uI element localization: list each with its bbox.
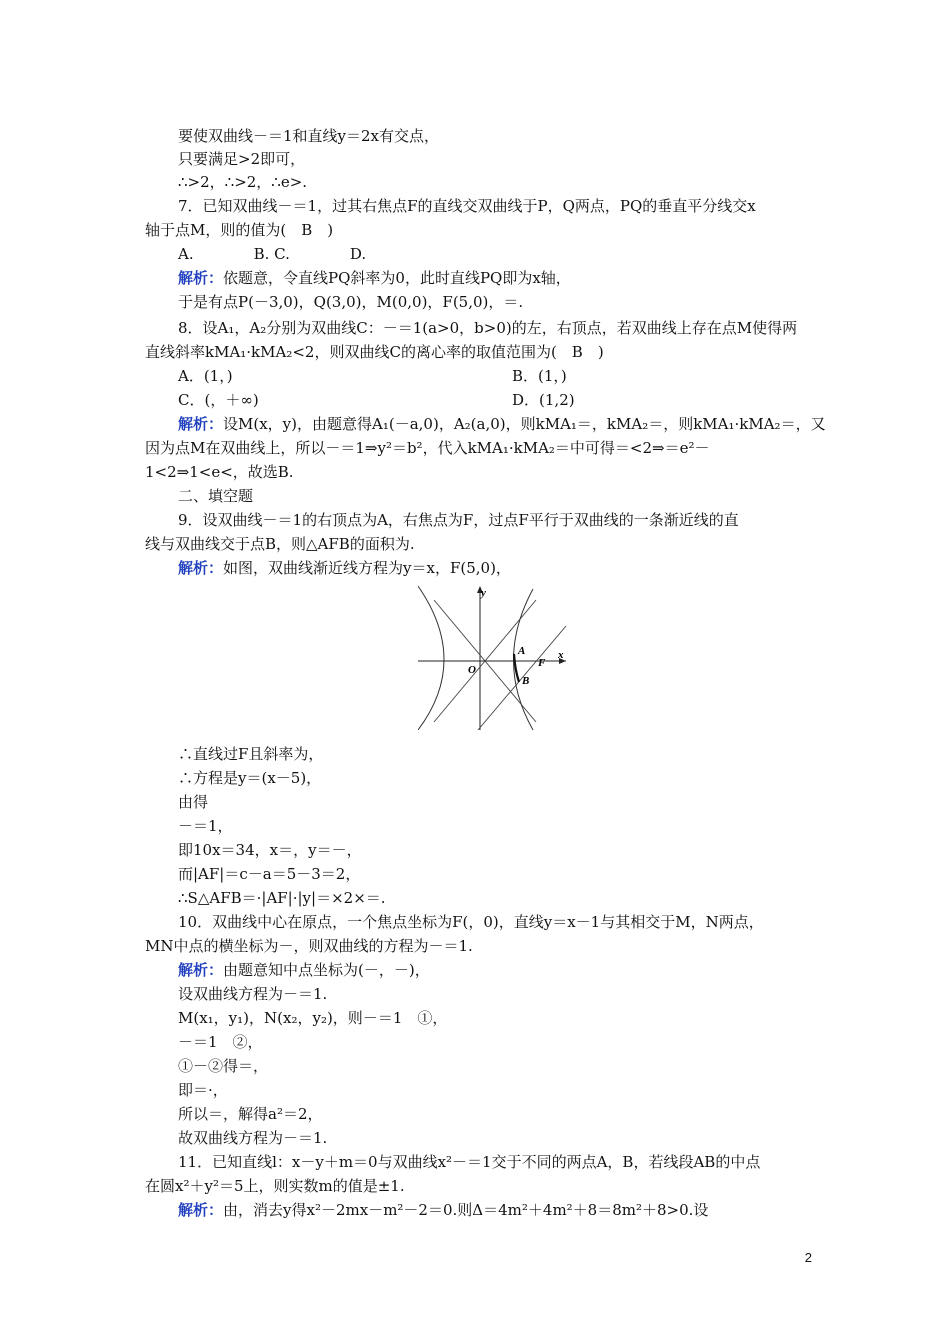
problem-8-line2: 直线斜率kMA₁·kMA₂<2，则双曲线C的离心率的取值范围为( B ) — [145, 343, 604, 361]
hyperbola-figure — [418, 584, 568, 730]
jiexi-label: 解析： — [178, 269, 224, 287]
problem-11-line2: 在圆x²＋y²＝5上，则实数m的值是±1. — [145, 1177, 405, 1195]
solution-8-line1: 解析：设M(x，y)，由题意得A₁(－a,0)，A₂(a,0)，则kMA₁＝，kMA₂＝，则kMA₁·kMA₂＝，又 — [178, 415, 826, 433]
solution-10-line4: －＝1 ②， — [178, 1033, 263, 1051]
solution-10-line6: 即＝·， — [178, 1081, 228, 1099]
problem-7-line2: 轴于点M，则的值为( B ) — [145, 221, 334, 239]
solution-7-line1: 解析：依题意，令直线PQ斜率为0，此时直线PQ即为x轴， — [178, 269, 571, 287]
jiexi-label: 解析： — [178, 961, 224, 979]
solution-9-line7: 而|AF|＝c－a＝5－3＝2， — [178, 865, 361, 883]
solution-8-line2: 因为点M在双曲线上，所以－＝1⇒y²＝b²，代入kMA₁·kMA₂＝中可得＝<2⇒＝e²－ — [145, 439, 710, 457]
option-b: B．(1，) — [512, 367, 567, 385]
solution-9-line6: 即10x＝34，x＝，y＝－， — [178, 841, 362, 859]
problem-10-line1: 10．双曲线中心在原点，一个焦点坐标为F(，0)，直线y＝x－1与其相交于M，N两点， — [178, 913, 764, 931]
solution-10-line2: 设双曲线方程为－＝1. — [178, 985, 328, 1003]
solution-10-line3: M(x₁，y₁)，N(x₂，y₂)，则－＝1 ①， — [178, 1009, 448, 1027]
problem-7-line1: 7．已知双曲线－＝1，过其右焦点F的直线交双曲线于P，Q两点，PQ的垂直平分线交x — [178, 197, 756, 215]
jiexi-label: 解析： — [178, 1201, 224, 1219]
jiexi-label: 解析： — [178, 559, 224, 577]
origin-label: O — [468, 664, 476, 676]
solution-10-line1: 解析：由题意知中点坐标为(－，－)， — [178, 961, 430, 979]
point-f-label: F — [538, 657, 546, 669]
solution-11-line1: 解析：由，消去y得x²－2mx－m²－2＝0.则Δ＝4m²＋4m²＋8＝8m²＋8>0.设 — [178, 1201, 709, 1219]
point-a-label: A — [518, 645, 526, 657]
solution-10-line5: ①－②得＝， — [178, 1057, 269, 1075]
problem-10-line2: MN中点的横坐标为－，则双曲线的方程为－＝1. — [145, 937, 473, 955]
point-b-label: B — [522, 675, 530, 687]
page-number: 2 — [804, 1250, 812, 1265]
problem-8-line1: 8．设A₁，A₂分别为双曲线C：－＝1(a>0，b>0)的左，右顶点，若双曲线上存在点M使得两 — [178, 319, 798, 337]
text-line: ∴>2，∴>2，∴e>. — [178, 173, 308, 191]
section-heading: 二、填空题 — [178, 487, 254, 505]
hyperbola-right-branch — [514, 589, 534, 730]
option-c: C．(，＋∞) — [178, 391, 259, 409]
option-d: D．(1,2) — [512, 391, 575, 409]
solution-10-line7: 所以＝，解得a²＝2， — [178, 1105, 323, 1123]
solution-9-line2: ∴直线过F且斜率为， — [178, 745, 324, 763]
jiexi-label: 解析： — [178, 415, 224, 433]
option-a: A．(1，) — [178, 367, 233, 385]
solution-7-line2: 于是有点P(－3,0)，Q(3,0)，M(0,0)，F(5,0)，＝. — [178, 293, 524, 311]
solution-10-line8: 故双曲线方程为－＝1. — [178, 1129, 328, 1147]
problem-9-line2: 线与双曲线交于点B，则△AFB的面积为. — [145, 535, 415, 553]
solution-9-line8: ∴S△AFB＝·|AF|·|y|＝×2×＝. — [178, 889, 386, 907]
text-line: 只要满足>2即可， — [178, 150, 306, 168]
y-label: y — [481, 587, 486, 599]
x-label: x — [558, 649, 564, 661]
problem-7-options: A. B. C. D. — [178, 245, 367, 263]
problem-9-line1: 9．设双曲线－＝1的右顶点为A，右焦点为F，过点F平行于双曲线的一条渐近线的直 — [178, 511, 739, 529]
solution-9-line4: 由得 — [178, 793, 209, 811]
solution-9-line1: 解析：如图，双曲线渐近线方程为y＝x，F(5,0)， — [178, 559, 511, 577]
solution-9-line3: ∴方程是y＝(x－5)， — [178, 769, 322, 787]
solution-8-line3: 1<2⇒1<e<，故选B. — [145, 463, 294, 481]
solution-9-line5: －＝1， — [178, 817, 233, 835]
problem-11-line1: 11．已知直线l：x－y＋m＝0与双曲线x²－＝1交于不同的两点A，B，若线段AB的中点 — [178, 1153, 761, 1171]
text-line: 要使双曲线－＝1和直线y＝2x有交点， — [178, 127, 440, 145]
